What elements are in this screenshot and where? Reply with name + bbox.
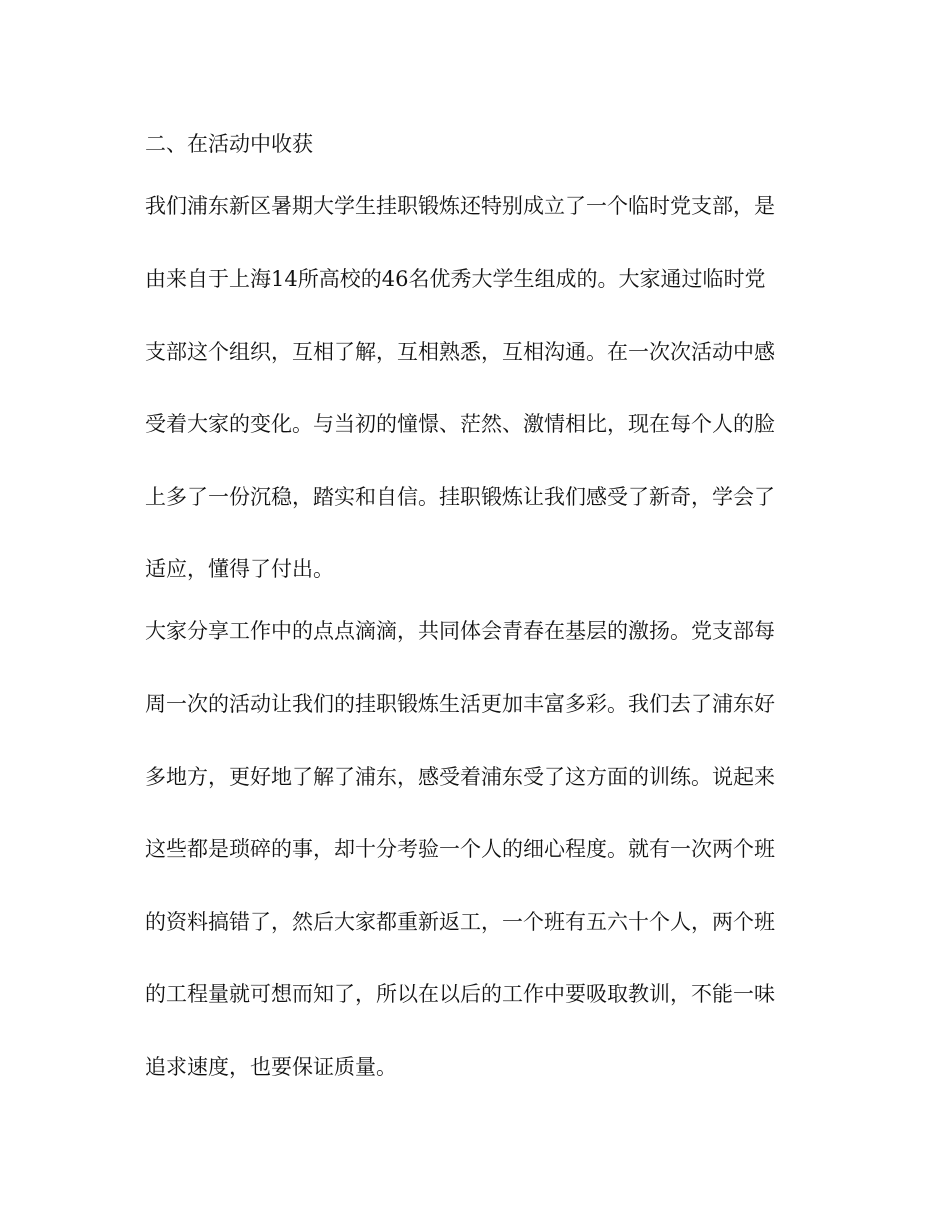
paragraph-line: 由来自于上海14所高校的46名优秀大学生组成的。大家通过临时党: [145, 267, 766, 291]
paragraph-line: 我们浦东新区暑期大学生挂职锻炼还特别成立了一个临时党支部，是: [145, 194, 775, 218]
paragraph-line: 上多了一份沉稳，踏实和自信。挂职锻炼让我们感受了新奇，学会了: [145, 485, 775, 509]
paragraph-line: 的资料搞错了，然后大家都重新返工，一个班有五六十个人，两个班: [145, 910, 775, 934]
section-heading: 二、在活动中收获: [145, 132, 313, 156]
paragraph-line: 追求速度，也要保证质量。: [145, 1055, 397, 1079]
paragraph-line: 受着大家的变化。与当初的憧憬、茫然、激情相比，现在每个人的脸: [145, 412, 775, 436]
paragraph-line: 这些都是琐碎的事，却十分考验一个人的细心程度。就有一次两个班: [145, 837, 775, 861]
paragraph-line: 的工程量就可想而知了，所以在以后的工作中要吸取教训，不能一味: [145, 982, 775, 1006]
paragraph-line: 大家分享工作中的点点滴滴，共同体会青春在基层的激扬。党支部每: [145, 619, 775, 643]
paragraph-line: 支部这个组织，互相了解，互相熟悉，互相沟通。在一次次活动中感: [145, 340, 775, 364]
paragraph-line: 周一次的活动让我们的挂职锻炼生活更加丰富多彩。我们去了浦东好: [145, 692, 775, 716]
paragraph-line: 多地方，更好地了解了浦东，感受着浦东受了这方面的训练。说起来: [145, 765, 775, 789]
paragraph-line: 适应，懂得了付出。: [145, 557, 334, 581]
